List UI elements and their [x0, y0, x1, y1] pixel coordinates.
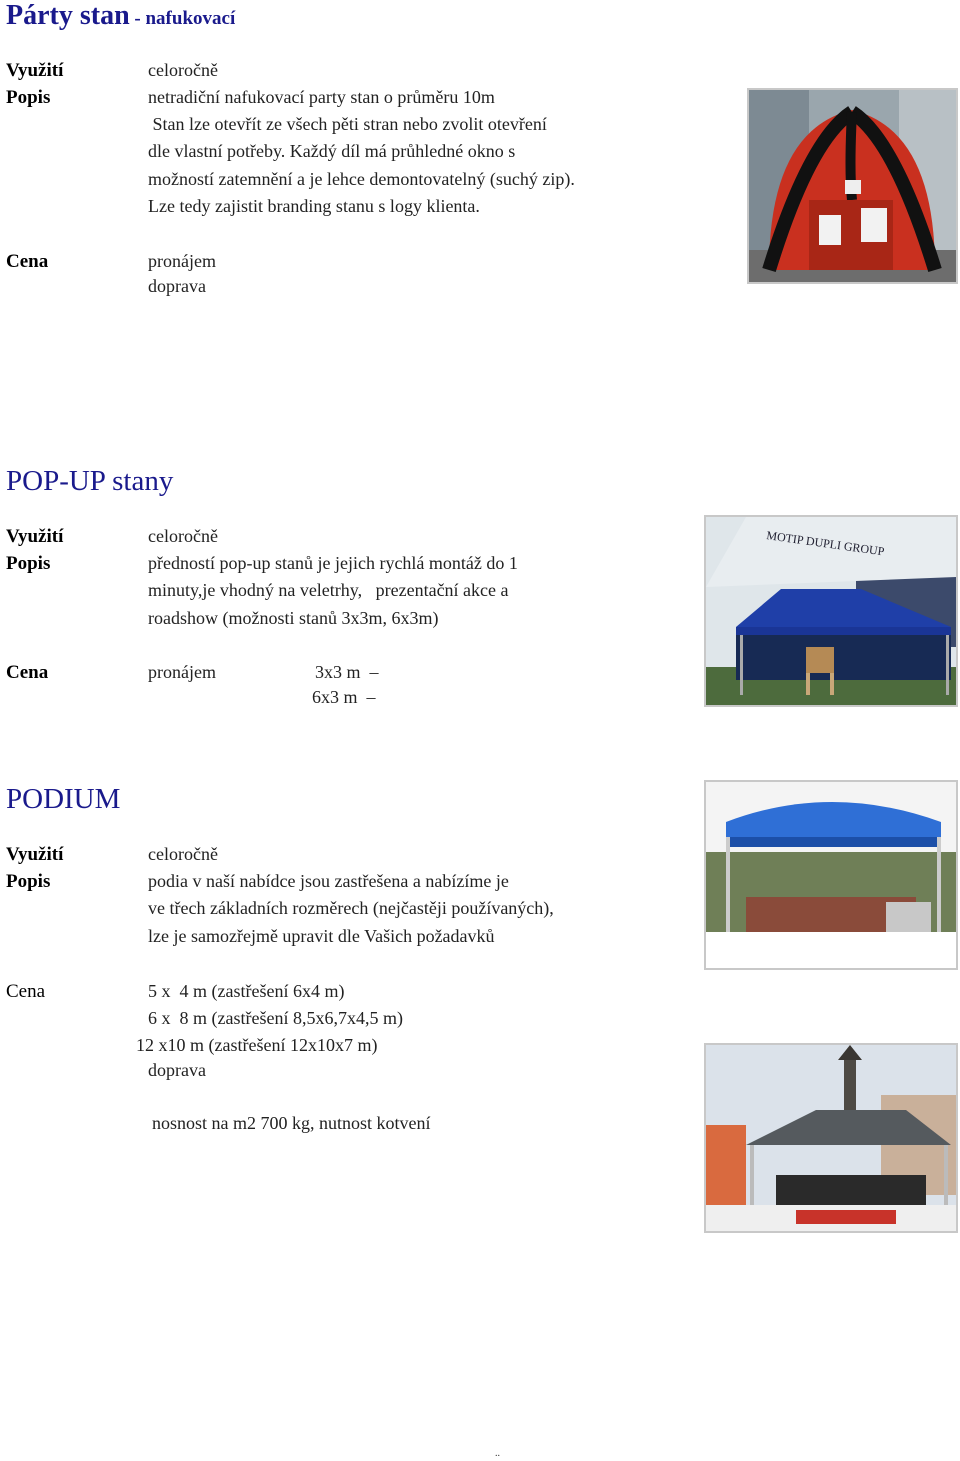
popup-tent-illustration: [706, 517, 956, 705]
popup-size: 3x3 m –: [315, 662, 379, 682]
popup-price-label: Cena: [6, 662, 49, 683]
party-price-line: doprava: [148, 276, 206, 296]
podium-price-label: Cena: [6, 981, 46, 1002]
party-title: [6, 0, 235, 32]
party-usage-label: Využití: [6, 60, 64, 81]
podium-photo-2: [704, 1043, 958, 1233]
podium-illustration-2: [706, 1045, 956, 1231]
party-desc-line: Lze tedy zajistit branding stanu s logy klienta.: [148, 196, 480, 216]
podium-price-line: 5 x 4 m (zastřešení 6x4 m): [148, 981, 345, 1001]
party-price-line: pronájem: [148, 251, 216, 271]
popup-tent-photo: [704, 515, 958, 707]
podium-usage-value: celoročně: [148, 844, 218, 864]
popup-desc-line: roadshow (možnosti stanů 3x3m, 6x3m): [148, 608, 439, 628]
popup-usage-value: celoročně: [148, 526, 218, 546]
podium-illustration-1: [706, 782, 956, 968]
popup-size: 6x3 m –: [312, 687, 376, 707]
podium-price-line: 6 x 8 m (zastřešení 8,5x6,7x4,5 m): [148, 1008, 403, 1028]
podium-desc-line: podia v naší nabídce jsou zastřešena a nabízíme je: [148, 871, 509, 891]
party-desc-line: dle vlastní potřeby. Každý díl má průhledné okno s: [148, 141, 516, 161]
popup-desc-label: Popis: [6, 553, 51, 574]
party-desc-line: netradiční nafukovací party stan o průměru 10m: [148, 87, 495, 107]
party-title-text: Párty stan: [6, 0, 130, 31]
popup-title: POP-UP stany: [6, 465, 174, 497]
party-tent-photo: [747, 88, 958, 284]
popup-desc-line: minuty,je vhodný na veletrhy, prezentační akce a: [148, 580, 509, 600]
footer-mark: ..: [495, 1448, 500, 1459]
popup-desc-line: předností pop-up stanů je jejich rychlá montáž do 1: [148, 553, 518, 573]
podium-usage-label: Využití: [6, 844, 64, 865]
party-desc-line: Stan lze otevřít ze všech pěti stran nebo zvolit otevření: [148, 114, 547, 134]
popup-usage-label: Využití: [6, 526, 64, 547]
party-desc-label: Popis: [6, 87, 51, 108]
podium-title: PODIUM: [6, 783, 121, 815]
party-tent-illustration: [749, 90, 956, 282]
party-desc-line: možností zatemnění a je lehce demontovatelný (suchý zip).: [148, 169, 575, 189]
party-usage-value: celoročně: [148, 60, 218, 80]
podium-price-line: 12 x10 m (zastřešení 12x10x7 m): [136, 1035, 378, 1055]
podium-desc-line: lze je samozřejmě upravit dle Vašich požadavků: [148, 926, 495, 946]
party-price-label: Cena: [6, 251, 49, 272]
party-subtitle: - nafukovací: [129, 8, 236, 29]
podium-note: nosnost na m2 700 kg, nutnost kotvení: [152, 1113, 431, 1133]
podium-price-line: doprava: [148, 1060, 206, 1080]
podium-photo-1: [704, 780, 958, 970]
popup-banner-text: MOTIP DUPLI GROUP: [765, 528, 886, 559]
podium-desc-line: ve třech základních rozměrech (nejčastěji používaných),: [148, 898, 554, 918]
popup-price-text: pronájem: [148, 662, 216, 682]
podium-desc-label: Popis: [6, 871, 51, 892]
